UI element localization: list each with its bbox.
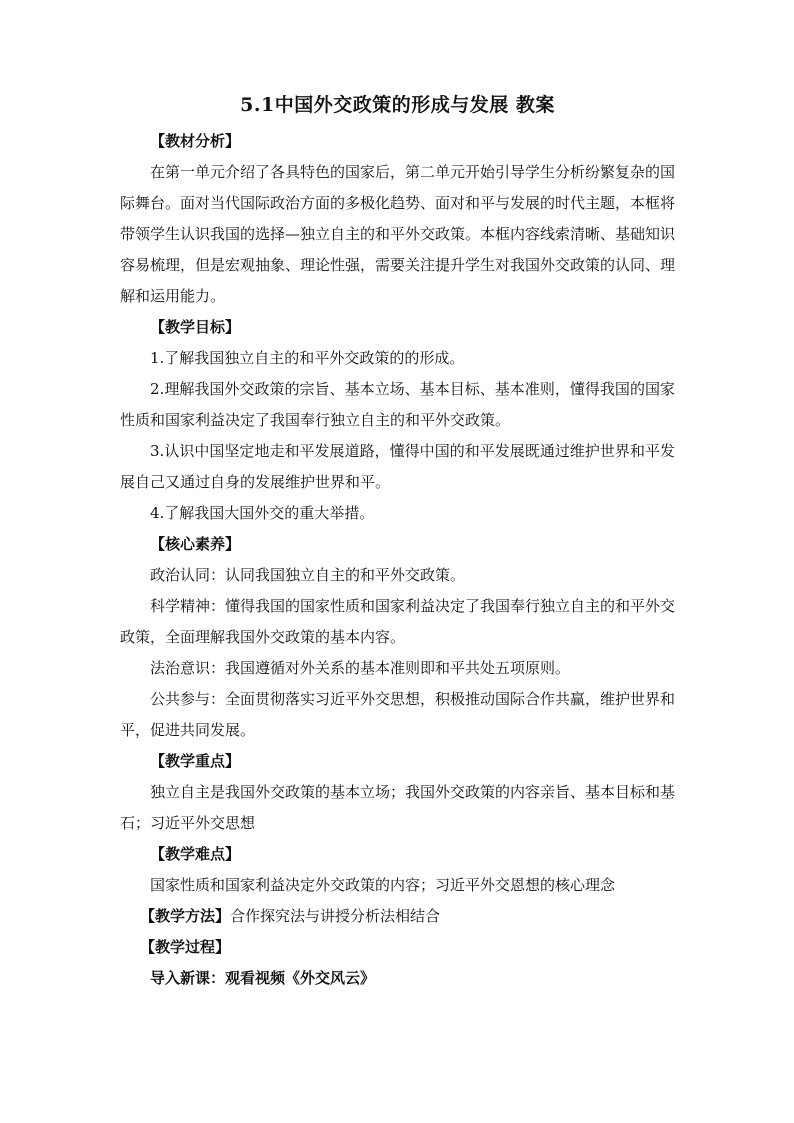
section-literacy: [120, 529, 675, 746]
goal-item: 1.了解我国独立自主的和平外交政策的的形成。: [150, 349, 465, 367]
literacy-item: 科学精神：懂得我国的国家性质和国家利益决定了我国奉行独立自主的和平外交政策，全面理解我国外交政策的基本内容。: [120, 597, 676, 646]
literacy-item: 公共参与：全面贯彻落实习近平外交思想，积极推动国际合作共赢，维护世界和平，促进共同发展。: [120, 690, 676, 739]
section-method: [120, 901, 675, 932]
section-heading: 【教学过程】: [140, 938, 231, 956]
section-goals: [120, 312, 675, 529]
literacy-item: 政治认同：认同我国独立自主的和平外交政策。: [150, 566, 466, 584]
section-key-points: [120, 746, 675, 839]
literacy-item: 法治意识：我国遵循对外关系的基本准则即和平共处五项原则。: [150, 659, 571, 677]
goal-item: 3.认识中国坚定地走和平发展道路，懂得中国的和平发展既通过维护世界和平发展自己又通过自身的发展维护世界和平。: [120, 442, 675, 491]
section-process: [120, 932, 675, 994]
paragraph: 在第一单元介绍了各具特色的国家后，第二单元开始引导学生分析纷繁复杂的国际舞台。面对当代国际政治方面的多极化趋势、面对和平与发展的时代主题，本框将带领学生认识我国的选择—独立自主的和平外交政策。本框内容线索清晰、基础知识容易梳理，但是宏观抽象、理论性强，需要关注提升学生对我国外交政策的认同、理解和运用能力。: [120, 163, 676, 305]
document-title: 5.1中国外交政策的形成与发展 教案: [240, 94, 555, 116]
section-heading: 【教学重点】: [150, 752, 241, 770]
method-line: [120, 901, 675, 932]
goal-item: 2.理解我国外交政策的宗旨、基本立场、基本目标、基本准则，懂得我国的国家性质和国家利益决定了我国奉行独立自主的和平外交政策。: [120, 380, 675, 429]
section-heading: 【教学目标】: [150, 318, 241, 336]
paragraph: 国家性质和国家利益决定外交政策的内容；习近平外交恩想的核心理念: [150, 876, 616, 894]
section-heading: 【教学难点】: [150, 845, 241, 863]
document-page: [120, 92, 675, 994]
method-text: 合作探究法与讲授分析法相结合: [230, 907, 441, 925]
goal-item: 4.了解我国大国外交的重大举措。: [150, 504, 375, 522]
section-heading: 【教学方法】: [140, 907, 231, 925]
process-lead: 导入新课：观看视频《外交风云》: [150, 969, 376, 987]
section-heading: 【教材分析】: [150, 132, 241, 150]
section-heading: 【核心素养】: [150, 535, 241, 553]
paragraph: 独立自主是我国外交政策的基本立场；我国外交政策的内容亲旨、基本目标和基石；习近平外交思想: [120, 783, 676, 832]
section-analysis: [120, 126, 675, 312]
section-difficulties: [120, 839, 675, 901]
